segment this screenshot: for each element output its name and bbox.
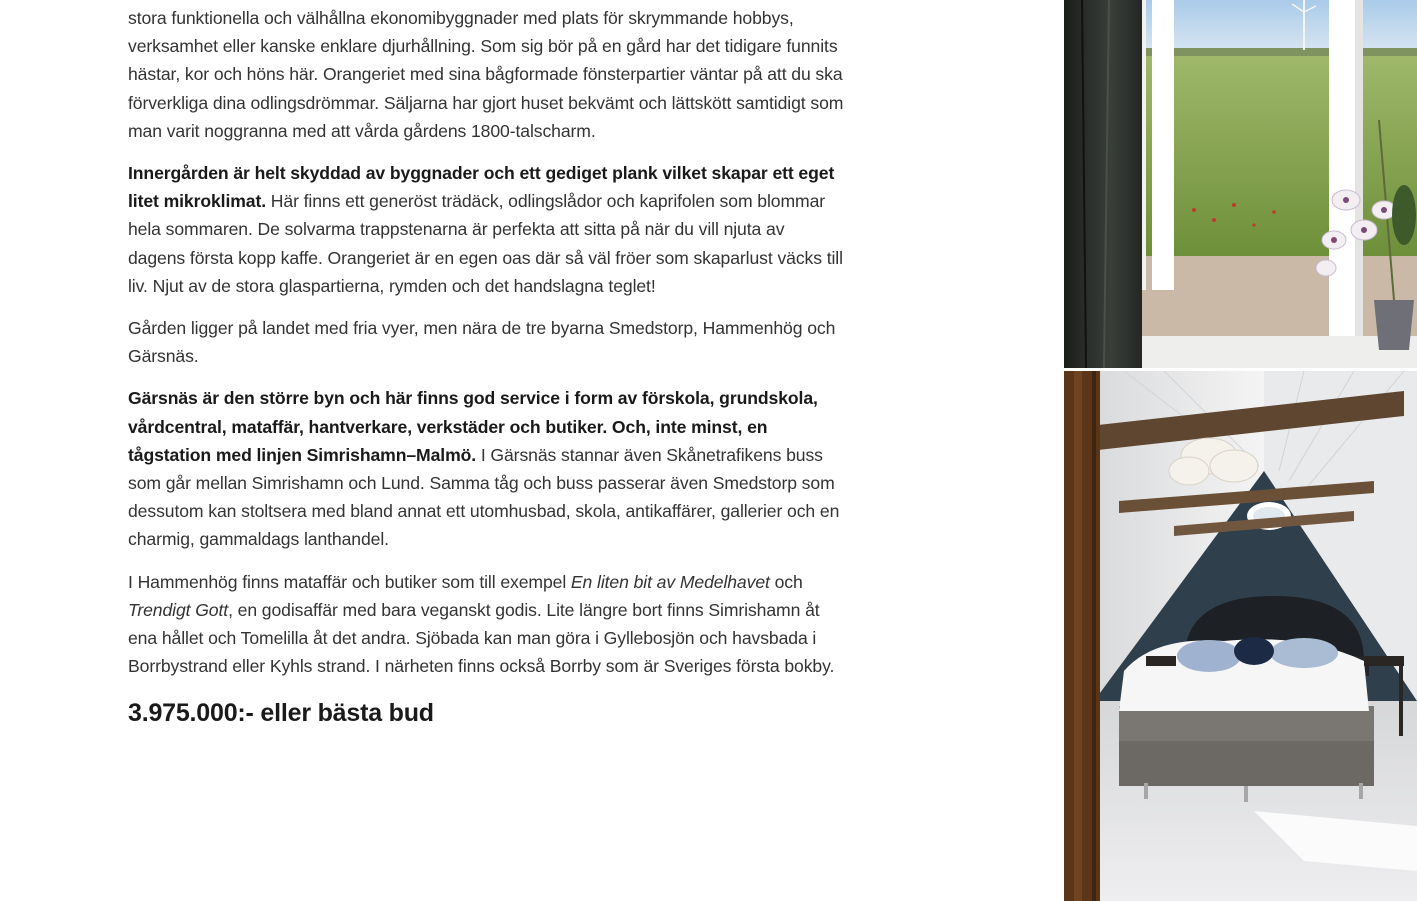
paragraph-hammenhog xyxy=(128,568,844,681)
paragraph-courtyard-lead: Innergården är helt skyddad av byggnader och ett gediget plank vilket skapar ett eget litet mikroklimat. xyxy=(128,163,835,212)
paragraph-location xyxy=(128,314,844,370)
paragraph-garsnas xyxy=(128,384,844,553)
attic-bedroom-image xyxy=(1064,371,1417,901)
paragraph-hammenhog-mid: och xyxy=(769,571,803,592)
paragraph-courtyard xyxy=(128,159,844,300)
shop-name-trendigt-gott: Trendigt Gott xyxy=(128,599,229,620)
article-body xyxy=(128,4,844,728)
price-heading: 3.975.000:- eller bästa bud xyxy=(128,699,434,728)
paragraph-location-text: Gården ligger på landet med fria vyer, men nära de tre byarna Smedstorp, Hammenhög och Gärsnäs. xyxy=(128,318,836,367)
attic-bedroom-photo xyxy=(1064,371,1417,901)
paragraph-buildings xyxy=(128,4,844,145)
paragraph-buildings-text: stora funktionella och välhållna ekonomibyggnader med plats för skrymmande hobbys, verksamhet eller kanske enklare djurhållning. Som sig bör på en gård har det tidigare funnits hästar, kor och höns här. Orangeriet med sina bågformade fönsterpartier väntar på att du ska förverkliga dina odlingsdrömmar. Säljarna har gjort huset bekvämt och lättskött samtidigt som man varit noggranna med att vårda gårdens 1800-talscharm. xyxy=(128,8,844,141)
paragraph-garsnas-lead: Gärsnäs är den större byn och här finns god service i form av förskola, grundskola, vårdcentral, mataffär, hantverkare, verkstäder och butiker. Och, inte minst, en tågstation med linjen Simrishamn–Malmö. xyxy=(128,388,818,465)
paragraph-courtyard-text: Här finns ett generöst trädäck, odlingslådor och kaprifolen som blommar hela sommaren. De solvarma trappstenarna är perfekta att sitta på när du vill njuta av dagens första kopp kaffe. Orangeriet är en egen oas där så väl fröer som skaparlust väcks till liv. Njut av de stora glaspartierna, rymden och det handslagna teglet! xyxy=(128,191,843,296)
shop-name-medelhavet: En liten bit av Medelhavet xyxy=(570,571,770,592)
paragraph-garsnas-text: I Gärsnäs stannar även Skånetrafikens buss som går mellan Simrishamn och Lund. Samma tåg och buss passerar även Smedstorp som dessutom kan stoltsera med bland annat ett utomhusbad, skola, antikaffärer, gallerier och en charmig, gammaldags lanthandel. xyxy=(128,444,840,550)
paragraph-hammenhog-text: , en godisaffär med bara veganskt godis. Lite längre bort finns Simrishamn åt ena hållet och Tomelilla åt det andra. Sjöbada kan man göra i Gyllebosjön och havsbada i Borrbystrand eller Kyhls strand. I närheten finns också Borrby som är Sveriges första bokby. xyxy=(128,599,835,677)
paragraph-hammenhog-start: I Hammenhög finns mataffär och butiker som till exempel xyxy=(128,571,571,592)
window-field-photo xyxy=(1064,0,1417,368)
window-field-image xyxy=(1064,0,1417,368)
